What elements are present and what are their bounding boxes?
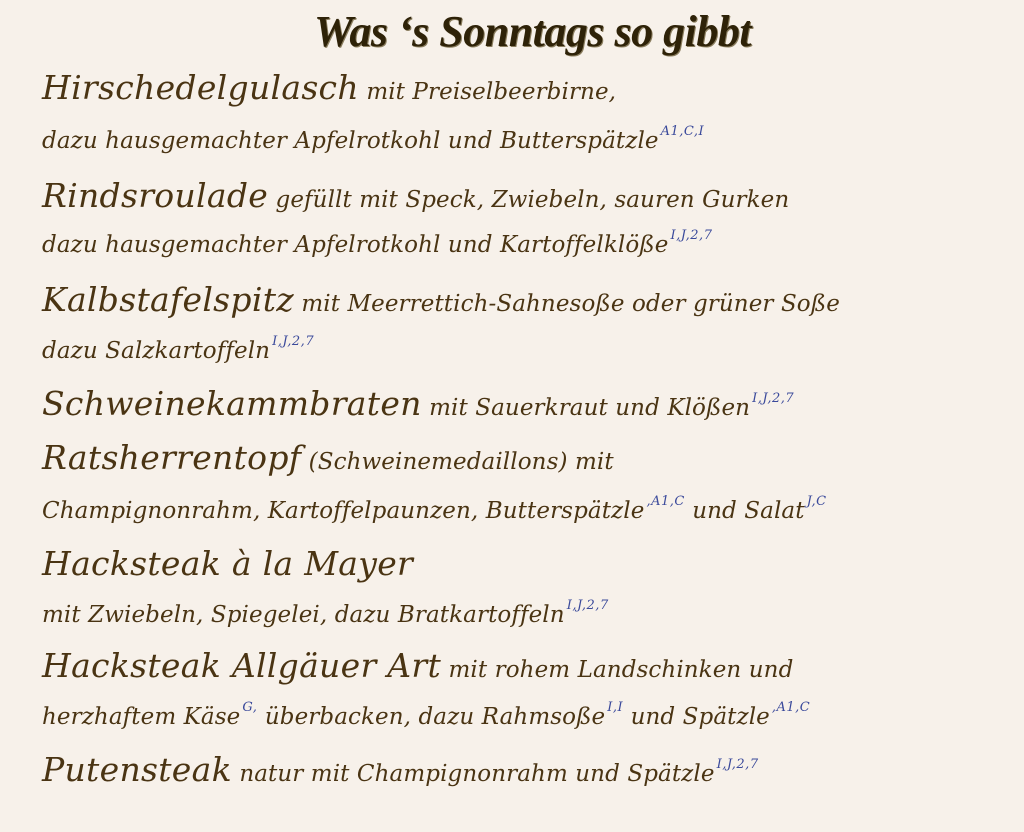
dish-description: natur mit Champignonrahm und Spätzle: [231, 761, 715, 787]
dish-description: herzhaftem Käse: [42, 704, 241, 730]
dish-line: [42, 700, 810, 730]
dish-name: Hirschedelgulasch: [42, 68, 359, 107]
dish-description: dazu hausgemachter Apfelrotkohl und Butterspätzle: [42, 128, 659, 154]
dish-line: [42, 228, 712, 258]
dish-line: [42, 544, 413, 583]
dish-description: gefüllt mit Speck, Zwiebeln, sauren Gurken: [268, 187, 790, 213]
dish-name: Kalbstafelspitz: [42, 280, 294, 319]
allergen-codes: I,I: [607, 700, 624, 715]
dish-name: Hacksteak à la Mayer: [42, 544, 414, 583]
dish-description: und Spätzle: [623, 704, 770, 730]
dish-description: mit Sauerkraut und Klößen: [421, 395, 751, 421]
dish-name: Rindsroulade: [42, 176, 269, 215]
dish-line: [42, 598, 609, 628]
dish-description: (Schweinemedaillons) mit: [301, 449, 614, 475]
allergen-codes: I,J,2,7: [670, 228, 713, 243]
menu-title: Was ‘s Sonntags so gibbt: [314, 7, 752, 56]
dish-description: dazu Salzkartoffeln: [42, 338, 271, 364]
dish-name: Putensteak: [42, 750, 232, 789]
allergen-codes: I,J,2,7: [716, 757, 759, 772]
allergen-codes: I,J,2,7: [752, 391, 795, 406]
dish-name: Hacksteak Allgäuer Art: [42, 646, 442, 685]
allergen-codes: A1,C,I: [660, 124, 705, 139]
dish-line: [42, 176, 789, 215]
dish-description: dazu hausgemachter Apfelrotkohl und Kartoffelklöße: [42, 232, 669, 258]
dish-description: mit rohem Landschinken und: [441, 657, 794, 683]
dish-description: mit Preiselbeerbirne,: [358, 79, 617, 105]
dish-line: [42, 384, 794, 423]
dish-description: überbacken, dazu Rahmsoße: [257, 704, 606, 730]
dish-line: [42, 124, 704, 154]
dish-name: Ratsherrentopf: [42, 438, 302, 477]
dish-line: [42, 280, 840, 319]
dish-description: mit Zwiebeln, Spiegelei, dazu Bratkartoffeln: [42, 602, 565, 628]
dish-description: Champignonrahm, Kartoffelpaunzen, Butterspätzle: [42, 498, 645, 524]
allergen-codes: J,C: [806, 494, 827, 509]
allergen-codes: G,: [242, 700, 258, 715]
dish-description: mit Meerrettich-Sahnesoße oder grüner Soße: [293, 291, 840, 317]
dish-line: [42, 646, 793, 685]
allergen-codes: ,A1,C: [646, 494, 685, 509]
dish-description: und Salat: [684, 498, 805, 524]
dish-line: [42, 334, 314, 364]
dish-line: [42, 494, 827, 524]
dish-line: [42, 68, 616, 107]
allergen-codes: ,A1,C: [771, 700, 811, 715]
dish-line: [42, 438, 614, 477]
allergen-codes: I,J,2,7: [272, 334, 315, 349]
allergen-codes: I,J,2,7: [566, 598, 609, 613]
dish-line: [42, 750, 759, 789]
dish-name: Schweinekammbraten: [42, 384, 422, 423]
